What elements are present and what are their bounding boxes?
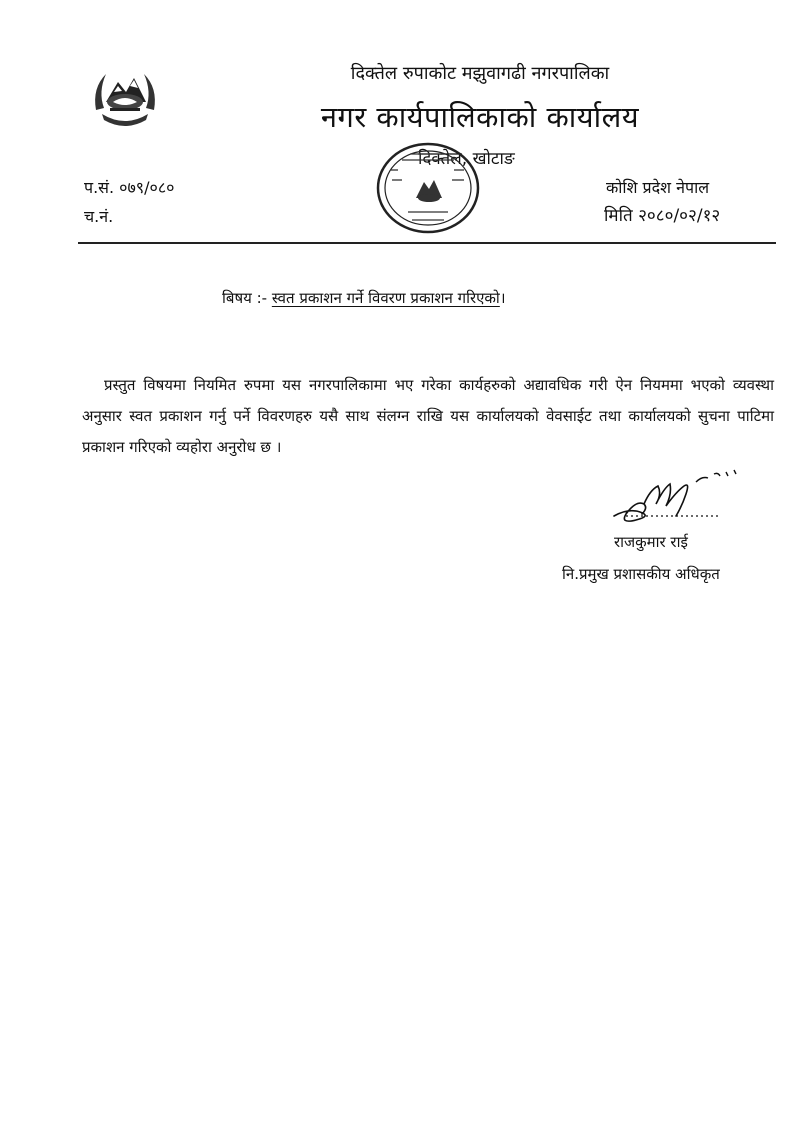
municipality-name: दिक्तेल रुपाकोट मझुवागढी नगरपालिका (350, 63, 610, 84)
handwritten-signature (606, 464, 756, 534)
official-stamp (372, 140, 484, 240)
dispatch-number: च.नं. (84, 207, 114, 226)
reference-number: प.सं. ०७९/०८० (84, 178, 175, 197)
subject-end: । (499, 289, 506, 307)
province-name: कोशि प्रदेश नेपाल (606, 178, 710, 197)
subject-text: स्वत प्रकाशन गर्ने विवरण प्रकाशन गरिएको (271, 289, 500, 307)
date-label: मिति (604, 206, 633, 226)
subject-line (222, 288, 506, 308)
subject-label: बिषय :- (222, 289, 268, 307)
letter-body: प्रस्तुत विषयमा नियमित रुपमा यस नगरपालिकामा भए गरेका कार्यहरुको अद्यावधिक गरी ऐन नियममा भएको व्यवस्था अनुसार स्वत प्रकाशन गर्नु पर्ने विवरणहरु यसै साथ संलग्न राखि यस कार्यालयको वेवसाईट तथा कार्यालयको सुचना पाटिमा प्रकाशन गरिएको व्यहोरा अनुरोध छ । (82, 376, 774, 456)
signatory-title: नि.प्रमुख प्रशासकीय अधिकृत (562, 565, 720, 583)
nepal-emblem-logo (88, 58, 162, 132)
signatory-name: राजकुमार राई (614, 533, 688, 551)
office-title: नगर कार्यपालिकाको कार्यालय (320, 100, 640, 134)
date-value: २०८०/०२/१२ (638, 206, 721, 226)
header-divider (78, 242, 776, 244)
letter-date (604, 203, 720, 226)
office-location: दिक्तेल, खोटाङ (418, 149, 515, 169)
